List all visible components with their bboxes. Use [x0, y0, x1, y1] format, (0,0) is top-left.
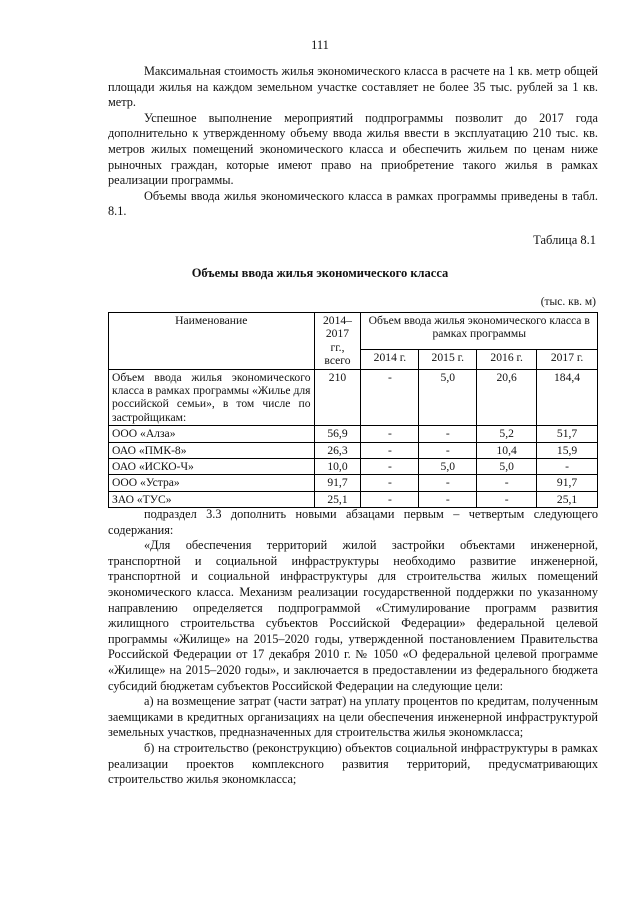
header-year: 2015 г. [419, 349, 477, 369]
paragraph: подраздел 3.3 дополнить новыми абзацами первым – четвертым следующего содержания: [108, 507, 598, 537]
cell-2017: - [537, 459, 598, 475]
cell-2016: 10,4 [477, 442, 537, 458]
paragraph: Максимальная стоимость жилья экономического класса в расчете на 1 кв. метр общей площади жилья на каждом земельном участке составляет не более 35 тыс. рублей за 1 кв. метр. [108, 64, 598, 110]
cell-2016: 20,6 [477, 369, 537, 426]
cell-total: 210 [314, 369, 361, 426]
header-total: 2014–2017 гг., всего [314, 313, 361, 370]
header-name: Наименование [109, 313, 315, 370]
cell-2014: - [361, 491, 419, 507]
cell-2016: 5,2 [477, 426, 537, 442]
data-table [108, 312, 598, 508]
cell-2014: - [361, 459, 419, 475]
paragraph: а) на возмещение затрат (части затрат) на уплату процентов по кредитам, полученным заемщиками в кредитных организациях на цели обеспечения инженерной инфраструктурой земельных участков, предназначенных для строительства жилья экономкласса; [108, 694, 598, 740]
table-row [109, 491, 598, 507]
paragraph: Успешное выполнение мероприятий подпрограммы позволит до 2017 года дополнительно к утвержденному объему ввода жилья ввести в эксплуатацию 210 тыс. кв. метров жилых помещений экономического класса и обеспечить жильем по ценам ниже рыночных граждан, которые имеют право на приобретение такого жилья в рамках реализации программы. [108, 110, 598, 188]
row-name: ООО «Алза» [109, 426, 315, 442]
row-name: ЗАО «ТУС» [109, 491, 315, 507]
table-header-row [109, 313, 598, 350]
cell-2017: 91,7 [537, 475, 598, 491]
body-text [108, 507, 598, 788]
header-year: 2017 г. [537, 349, 598, 369]
table-caption: Таблица 8.1 [533, 233, 596, 247]
header-year: 2014 г. [361, 349, 419, 369]
cell-total: 56,9 [314, 426, 361, 442]
paragraph: «Для обеспечения территорий жилой застройки объектами инженерной, транспортной и социальной инфраструктуры необходимо развитие инженерной, транспортной и социальной инфраструктуры для строительства жилых помещений экономического класса. Механизм реализации государственной поддержки по указанному направлению определяется подпрограммой «Стимулирование программ развития жилищного строительства субъектов Российской Федерации» федеральной целевой программы «Жилище» на 2015–2020 годы, утвержденной постановлением Правительства Российской Федерации от 17 декабря 2010 г. № 1050 «О федеральной целевой программе «Жилище» на 2015–2020 годы», и заключается в предоставлении из федерального бюджета субсидий бюджетам субъектов Российской Федерации на следующие цели: [108, 538, 598, 693]
table-row [109, 369, 598, 426]
paragraph: Объемы ввода жилья экономического класса в рамках программы приведены в табл. 8.1. [108, 188, 598, 219]
cell-2015: - [419, 442, 477, 458]
cell-2015: - [419, 426, 477, 442]
paragraph: б) на строительство (реконструкцию) объектов социальной инфраструктуры в рамках реализации проектов комплексного развития территорий, предусматривающих строительство жилья экономкласса; [108, 740, 598, 787]
header-year: 2016 г. [477, 349, 537, 369]
intro-text [108, 64, 598, 220]
cell-2017: 184,4 [537, 369, 598, 426]
cell-2014: - [361, 369, 419, 426]
table-unit: (тыс. кв. м) [540, 296, 596, 308]
cell-2014: - [361, 442, 419, 458]
cell-2016: 5,0 [477, 459, 537, 475]
row-name: ООО «Устра» [109, 475, 315, 491]
cell-2014: - [361, 426, 419, 442]
row-name: ОАО «ИСКО-Ч» [109, 459, 315, 475]
row-name: Объем ввода жилья экономического класса в рамках программы «Жилье для российской семьи», в том числе по застройщикам: [109, 369, 315, 426]
cell-2015: 5,0 [419, 459, 477, 475]
cell-total: 26,3 [314, 442, 361, 458]
cell-2016: - [477, 491, 537, 507]
page-number: 111 [311, 38, 329, 52]
row-name: ОАО «ПМК-8» [109, 442, 315, 458]
cell-2017: 25,1 [537, 491, 598, 507]
cell-total: 91,7 [314, 475, 361, 491]
table-row [109, 442, 598, 458]
cell-2015: 5,0 [419, 369, 477, 426]
cell-2015: - [419, 475, 477, 491]
table-title: Объемы ввода жилья экономического класса [191, 266, 449, 280]
cell-2016: - [477, 475, 537, 491]
cell-total: 10,0 [314, 459, 361, 475]
cell-2014: - [361, 475, 419, 491]
cell-2017: 15,9 [537, 442, 598, 458]
table-row [109, 426, 598, 442]
cell-2015: - [419, 491, 477, 507]
table-row [109, 475, 598, 491]
cell-total: 25,1 [314, 491, 361, 507]
table-row [109, 459, 598, 475]
header-group: Объем ввода жилья экономического класса в рамках программы [361, 313, 598, 350]
cell-2017: 51,7 [537, 426, 598, 442]
